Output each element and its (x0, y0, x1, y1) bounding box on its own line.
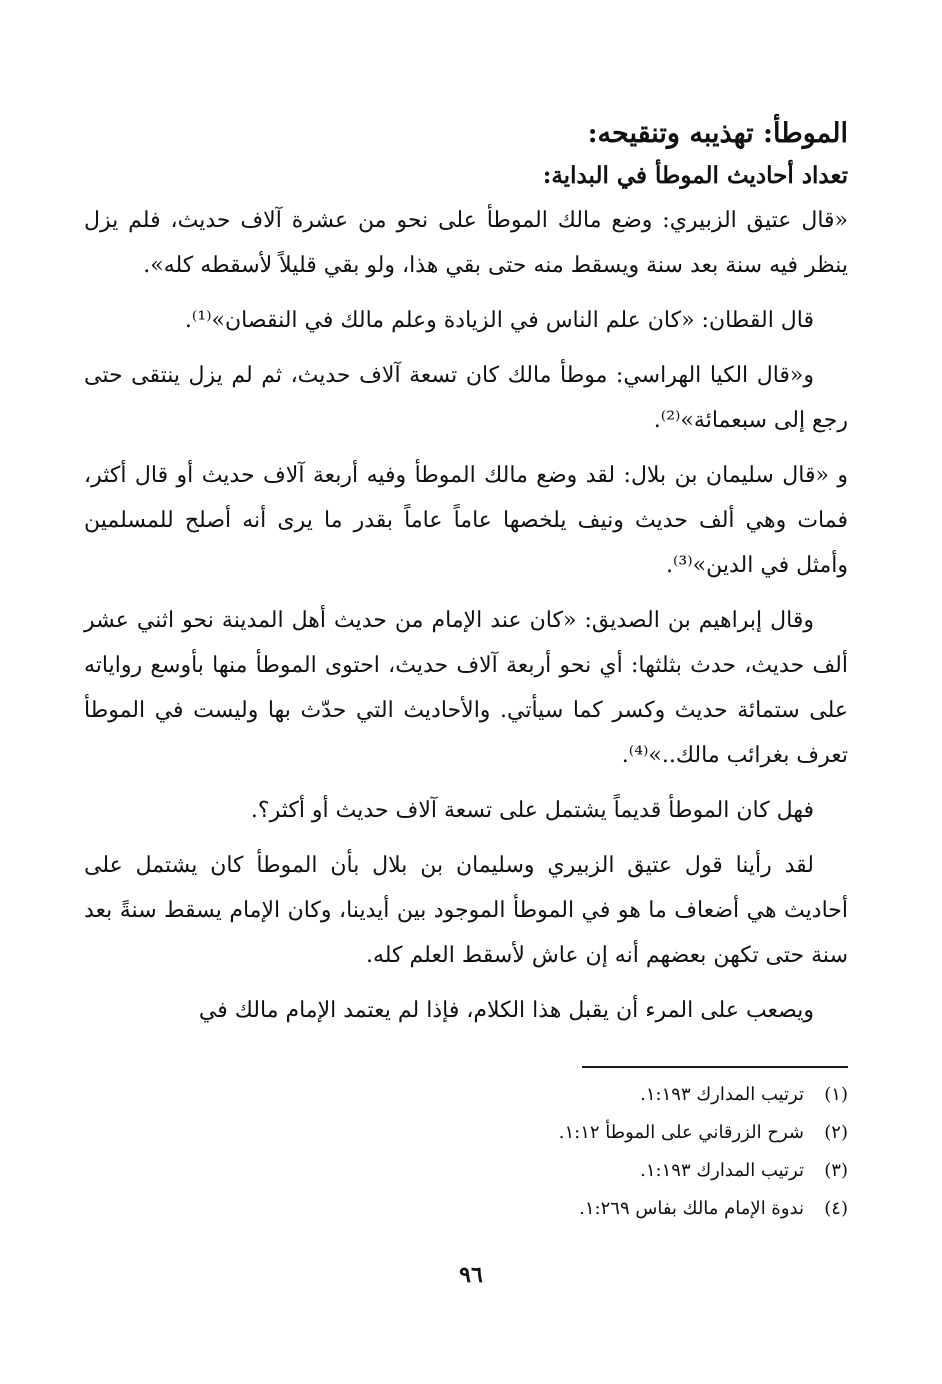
paragraph-question: فهل كان الموطأ قديماً يشتمل على تسعة آلاف حديث أو أكثر؟. (250, 798, 814, 823)
paragraph-atiq-quote: «قال عتيق الزبيري: وضع مالك الموطأ على نحو من عشرة آلاف حديث، فلم يزل ينظر فيه سنة بعد سنة ويسقط منه حتى بقي هذا، ولو بقي قليلاً لأسقطه كله». (84, 208, 848, 278)
paragraph-harrasi-quote: و«قال الكيا الهراسي: موطأ مالك كان تسعة آلاف حديث، ثم لم يزل ينتقى حتى رجع إلى سبعمائة»⁽²⁾. (84, 363, 848, 433)
footnote (200, 1076, 848, 1114)
paragraph-sulayman-quote: و «قال سليمان بن بلال: لقد وضع مالك الموطأ وفيه أربعة آلاف حديث أو قال أكثر، فمات وهي ألف حديث ونيف يلخصها عاماً عاماً بقدر ما يرى أنه أصلح للمسلمين وأمثل في الدين»⁽³⁾. (84, 463, 848, 578)
paragraph-discussion: لقد رأينا قول عتيق الزبيري وسليمان بن بلال بأن الموطأ كان يشتمل على أحاديث هي أضعاف ما هو في الموطأ الموجود بين أيدينا، وكان الإمام يسقط سنةً بعد سنة حتى تكهن بعضهم أنه إن عاش لأسقط العلم كله. (84, 853, 848, 968)
page-number: ٩٦ (459, 1262, 483, 1288)
main-text (84, 112, 848, 1043)
section-title: الموطأ: تهذيبه وتنقيحه: (587, 118, 848, 149)
paragraph-qattan-quote: قال القطان: «كان علم الناس في الزيادة وعلم مالك في النقصان»⁽¹⁾. (184, 308, 814, 333)
paragraph-ibrahim-quote: وقال إبراهيم بن الصديق: «كان عند الإمام من حديث أهل المدينة نحو اثني عشر ألف حديث، حدث بثلثها: أي نحو أربعة آلاف حديث، احتوى الموطأ منها بأوسع رواياته على ستمائة حديث وكسر كما سيأتي. والأحاديث التي حدّث بها وليست في الموطأ تعرف بغرائب مالك..»⁽⁴⁾. (84, 608, 848, 768)
footnote-number: (٢) (824, 1122, 848, 1143)
footnote-text: شرح الزرقاني على الموطأ ١:١٢. (558, 1122, 804, 1143)
footnote-separator (582, 1066, 848, 1068)
footnote (200, 1190, 848, 1228)
paragraph-continuation: ويصعب على المرء أن يقبل هذا الكلام، فإذا لم يعتمد الإمام مالك في (198, 998, 814, 1023)
footnote-text: ترتيب المدارك ١:١٩٣. (640, 1084, 804, 1105)
footnotes (200, 1076, 848, 1228)
footnote-number: (١) (824, 1084, 848, 1105)
footnote-text: ندوة الإمام مالك بفاس ١:٢٦٩. (579, 1198, 804, 1219)
footnote-text: ترتيب المدارك ١:١٩٣. (640, 1160, 804, 1181)
footnote (200, 1114, 848, 1152)
footnote-number: (٤) (824, 1198, 848, 1219)
footnote-number: (٣) (824, 1160, 848, 1181)
sub-title: تعداد أحاديث الموطأ في البداية: (542, 162, 848, 189)
footnote (200, 1152, 848, 1190)
